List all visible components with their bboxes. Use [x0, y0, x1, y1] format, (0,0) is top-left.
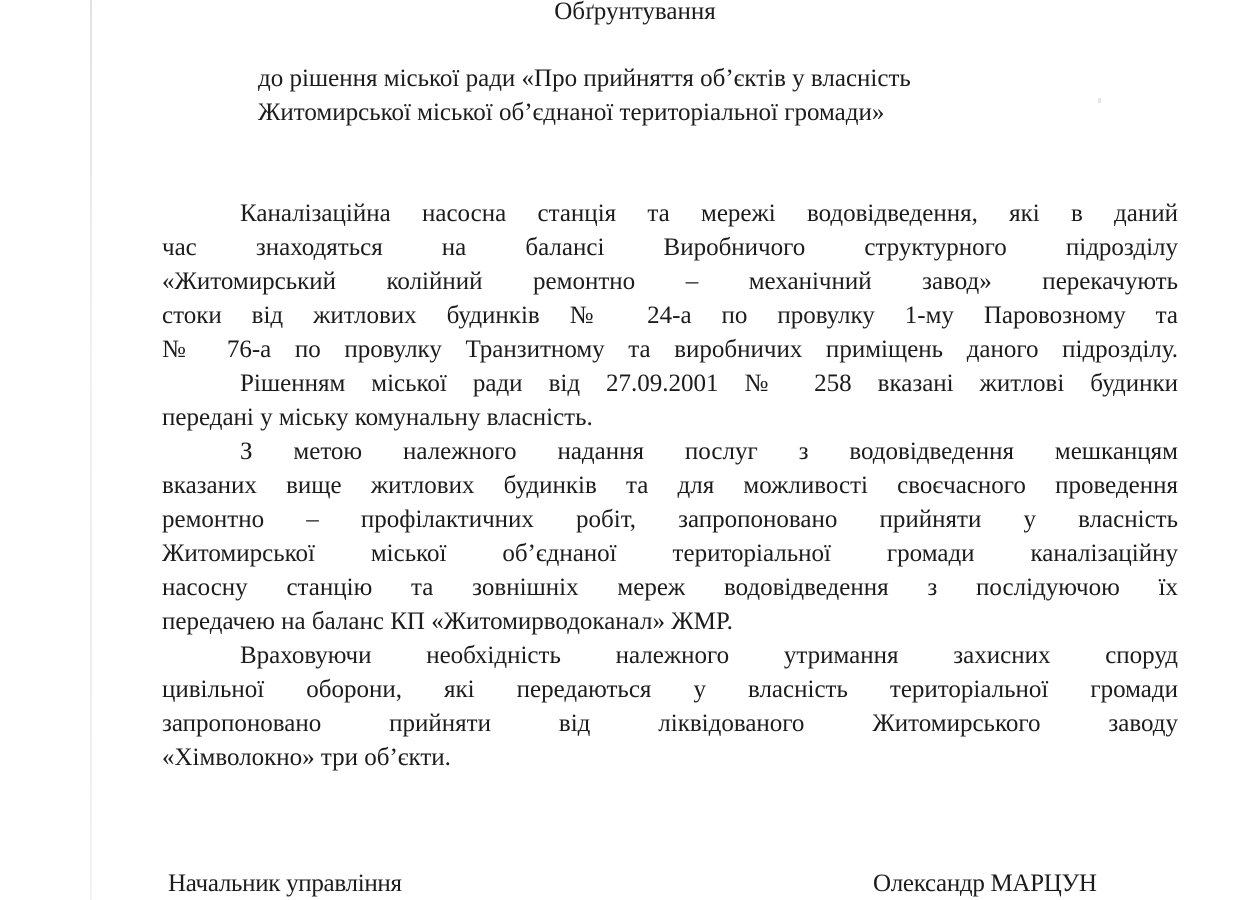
paragraph-line: передані у міську комунальну власність. — [162, 404, 593, 431]
document-subtitle — [258, 62, 1048, 130]
paragraph-line: Рішенням міської ради від 27.09.2001 № 258 вказані житлові будинки — [240, 370, 1178, 397]
paragraph-line: «Житомирський колійний ремонтно – механічний завод» перекачують — [162, 268, 1178, 295]
document-body — [162, 197, 1178, 775]
paragraph-line: вказаних вище житлових будинків та для можливості своєчасного проведення — [162, 472, 1178, 499]
paragraph-1 — [162, 197, 1178, 367]
paragraph-line: № 76-а по провулку Транзитному та виробничих приміщень даного підрозділу. — [162, 336, 1178, 363]
paragraph-line: насосну станцію та зовнішніх мереж водовідведення з послідуючою їх — [162, 574, 1178, 601]
paragraph-2 — [162, 367, 1178, 435]
scan-speck — [1098, 98, 1101, 103]
paragraph-line: стоки від житлових будинків № 24-а по провулку 1-му Паровозному та — [162, 302, 1178, 329]
subtitle-line: Житомирської міської об’єднаної територіальної громади» — [258, 99, 885, 126]
paragraph-line: Враховуючи необхідність належного утримання захисних споруд — [240, 642, 1178, 669]
paragraph-line: ремонтно – профілактичних робіт, запропоновано прийняти у власність — [162, 506, 1178, 533]
paragraph-line: цивільної оборони, які передаються у власність територіальної громади — [162, 676, 1178, 703]
paragraph-line: запропоновано прийняти від ліквідованого Житомирського заводу — [162, 710, 1178, 737]
signature-block — [0, 868, 1240, 900]
paragraph-line: «Хімволокно» три об’єкти. — [162, 744, 451, 771]
paragraph-line: Житомирської міської об’єднаної територіальної громади каналізаційну — [162, 540, 1178, 567]
signer-position: Начальник управління — [168, 870, 402, 897]
subtitle-line: до рішення міської ради «Про прийняття об’єктів у власність — [258, 65, 911, 92]
document-title: Обґрунтування — [554, 0, 716, 25]
paragraph-line: передачею на баланс КП «Житомирводоканал» ЖМР. — [162, 608, 733, 635]
paragraph-3 — [162, 435, 1178, 639]
signer-name: Олександр МАРЦУН — [873, 870, 1097, 897]
paragraph-line: час знаходяться на балансі Виробничого структурного підрозділу — [162, 234, 1178, 261]
scan-margin-line — [90, 0, 92, 900]
paragraph-4 — [162, 639, 1178, 775]
paragraph-line: З метою належного надання послуг з водовідведення мешканцям — [240, 438, 1178, 465]
paragraph-line: Каналізаційна насосна станція та мережі водовідведення, які в даний — [240, 200, 1178, 227]
